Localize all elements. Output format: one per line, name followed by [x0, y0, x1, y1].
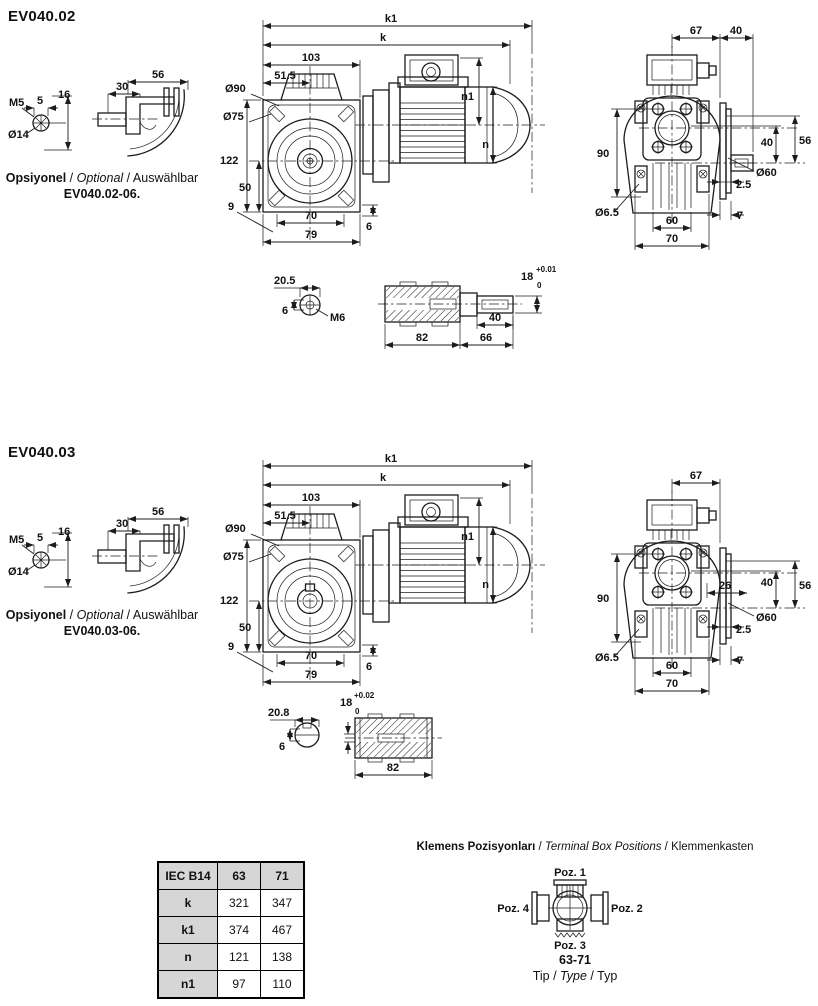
- dim-9: [228, 641, 273, 672]
- dim-7-label: 7: [737, 655, 744, 667]
- dim-18-label: 18: [340, 697, 353, 709]
- dim-60-label: 60: [665, 215, 679, 227]
- dim-103-label: 103: [301, 492, 321, 504]
- poz-4-label: Poz. 4: [497, 903, 529, 915]
- gearbox-front: [263, 74, 360, 212]
- dim-82-label: 82: [415, 332, 429, 344]
- dim-56-label: 56: [799, 580, 812, 592]
- dim-n-label: n: [482, 139, 489, 151]
- dimension-table: [157, 861, 305, 999]
- poz-2-label: Poz. 2: [611, 903, 643, 915]
- dim-k1: [263, 453, 532, 633]
- dim-50-label: 50: [239, 622, 252, 634]
- dim-51-5: [263, 70, 310, 83]
- dim-18-tol-sub: 0: [355, 707, 360, 716]
- dim-dia60-label: Ø60: [756, 167, 777, 179]
- dim-n1: [460, 58, 483, 125]
- dim-n-label: n: [482, 579, 489, 591]
- dim-dia90-label: Ø90: [225, 523, 246, 535]
- table-row: [158, 944, 304, 971]
- dim-122-label: 122: [220, 595, 239, 607]
- motor: [363, 55, 530, 182]
- screw-front-view: [8, 526, 72, 587]
- housing-outline: [624, 46, 805, 223]
- m5-leader: [22, 108, 34, 117]
- terminal-box-heading: Klemens Pozisyonları / Terminal Box Positions / Klemmenkasten: [416, 841, 754, 853]
- dim-40-top: [720, 25, 753, 38]
- dim-67: [672, 25, 753, 152]
- dim-dia90-label: Ø90: [225, 83, 246, 95]
- dim-18-tol-sup: +0.01: [536, 265, 557, 274]
- poz-3-label: Poz. 3: [554, 940, 586, 952]
- dim-30-label: 30: [116, 518, 129, 530]
- optional-caption-model: EV040.03-06.: [63, 623, 141, 638]
- optional-accessory-drawing-2: [8, 506, 208, 604]
- table-header-cell: 63: [218, 862, 261, 890]
- table-cell: 121: [218, 944, 261, 971]
- dim-90: [597, 109, 652, 197]
- dim-k-label: k: [379, 32, 387, 44]
- dim-dia14-label: Ø14: [8, 566, 29, 578]
- dim-9: [228, 201, 273, 232]
- dim-67-label: 67: [689, 470, 703, 482]
- dim-m5-label: M5: [9, 97, 25, 109]
- dim-60: [653, 657, 691, 677]
- dim-26-label: 26: [719, 580, 732, 592]
- gearbox-rear-view-1: [595, 8, 818, 256]
- dim-2-5-label: 2.5: [736, 179, 752, 191]
- dim-90: [597, 554, 652, 642]
- dim-82-label: 82: [386, 762, 400, 774]
- dim-n1-label: n1: [461, 91, 474, 103]
- dim-60-label: 60: [665, 660, 679, 672]
- dim-70-label: 70: [304, 650, 318, 662]
- table-row-label: k1: [158, 917, 218, 944]
- dim-6-label: 6: [366, 221, 373, 233]
- table-header-cell: 71: [261, 862, 305, 890]
- table-row-label: n: [158, 944, 218, 971]
- dim-dia6-5-label: Ø6.5: [595, 207, 619, 219]
- table-cell: 347: [261, 890, 305, 917]
- torque-arm-side-view: [92, 506, 188, 593]
- dim-m5-label: M5: [9, 534, 25, 546]
- dim-79-label: 79: [304, 669, 318, 681]
- dim-n1-label: n1: [461, 531, 474, 543]
- dim-103-label: 103: [301, 52, 321, 64]
- dim-2-5-label: 2.5: [736, 624, 752, 636]
- gearbox-front: [263, 514, 360, 652]
- bore-section-view: [268, 707, 319, 753]
- table-cell: 374: [218, 917, 261, 944]
- dim-k1-label: k1: [384, 453, 398, 465]
- dim-60: [653, 212, 691, 232]
- dim-dia14-label: Ø14: [8, 129, 29, 141]
- optional-caption-2: [2, 608, 202, 639]
- dim-70-label: 70: [665, 233, 679, 245]
- dim-50: [239, 161, 259, 212]
- table-cell: 97: [218, 971, 261, 999]
- dim-40: [477, 312, 513, 329]
- torque-arm-side-view: [92, 69, 188, 156]
- hollow-shaft-detail-2: [250, 690, 510, 790]
- optional-accessory-drawing-1: [8, 69, 208, 167]
- centerlines: [249, 506, 545, 680]
- table-cell: 110: [261, 971, 305, 999]
- dim-18-tol-sup: +0.02: [354, 691, 375, 700]
- dim-51-5: [263, 510, 310, 523]
- dim-40-top-label: 40: [729, 25, 743, 37]
- dim-79-label: 79: [304, 229, 318, 241]
- type-size-range: 63-71: [559, 953, 591, 967]
- screw-front-view: [8, 89, 72, 150]
- dim-18-tol-sub: 0: [537, 281, 542, 290]
- dim-6-label: 6: [366, 661, 373, 673]
- table-row-label: n1: [158, 971, 218, 999]
- dim-5-label: 5: [37, 95, 44, 107]
- table-row: [158, 917, 304, 944]
- housing-outline: [624, 491, 805, 668]
- dim-56-label: 56: [799, 135, 812, 147]
- dim-66: [460, 316, 513, 349]
- dim-40-right-label: 40: [760, 577, 773, 589]
- dim-67-label: 67: [689, 25, 703, 37]
- hollow-shaft-body: [345, 714, 442, 762]
- dim-6: [362, 645, 378, 673]
- dim-n1: [460, 498, 483, 565]
- dim-9-label: 9: [228, 641, 235, 653]
- dim-70-label: 70: [665, 678, 679, 690]
- table-header-row: [158, 862, 304, 890]
- dim-70-label: 70: [304, 210, 318, 222]
- dim-6: [362, 205, 378, 233]
- dim-dia6-5-label: Ø6.5: [595, 652, 619, 664]
- dim-18-label: 18: [521, 271, 534, 283]
- dim-122-label: 122: [220, 155, 239, 167]
- table-row-label: k: [158, 890, 218, 917]
- dim-67: [672, 470, 720, 543]
- centerlines: [249, 66, 545, 240]
- m6-leader: [316, 309, 328, 316]
- dim-6-label: 6: [282, 305, 289, 317]
- dim-66-label: 66: [479, 332, 493, 344]
- dim-40-right: [691, 571, 781, 608]
- dim-50: [239, 601, 259, 652]
- dim-56-label: 56: [152, 69, 165, 81]
- dim-20-8-label: 20.8: [268, 707, 290, 719]
- table-header-cell: IEC B14: [158, 862, 218, 890]
- dim-16-label: 16: [58, 89, 71, 101]
- gearmotor-side-view-1: [215, 8, 560, 256]
- dim-5-label: 5: [37, 532, 44, 544]
- dim-26: [707, 580, 747, 598]
- dim-k-label: k: [379, 472, 387, 484]
- dim-7-label: 7: [737, 210, 744, 222]
- dim-6: [279, 729, 300, 753]
- terminal-cross: [532, 880, 608, 937]
- table-cell: 321: [218, 890, 261, 917]
- poz-1-label: Poz. 1: [554, 867, 586, 879]
- dim-dia75-label: Ø75: [223, 111, 244, 123]
- motor: [363, 495, 530, 622]
- optional-caption-line1: Opsiyonel / Optional / Auswählbar: [5, 171, 199, 185]
- dim-40-right: [691, 126, 781, 163]
- dim-50-label: 50: [239, 182, 252, 194]
- dim-18-tolerance: [515, 265, 557, 313]
- dim-16-label: 16: [58, 526, 71, 538]
- table-row: [158, 890, 304, 917]
- dim-dia60-label: Ø60: [756, 612, 777, 624]
- dim-40-right-label: 40: [760, 137, 773, 149]
- terminal-position-diagram: [495, 858, 655, 958]
- optional-caption-model: EV040.02-06.: [63, 186, 141, 201]
- dim-56-label: 56: [152, 506, 165, 518]
- section1-title: EV040.02: [8, 8, 76, 25]
- gearbox-rear-view-2: [595, 453, 818, 701]
- table-cell: 467: [261, 917, 305, 944]
- table-cell: 138: [261, 944, 305, 971]
- dim-m6-label: M6: [330, 312, 346, 324]
- dim-9-label: 9: [228, 201, 235, 213]
- dim-90-label: 90: [597, 148, 610, 160]
- optional-caption-line1: Opsiyonel / Optional / Auswählbar: [5, 608, 199, 622]
- dim-6-label: 6: [279, 741, 286, 753]
- type-caption: Tip / Type / Typ: [532, 969, 618, 983]
- dim-dia60: [728, 603, 777, 624]
- dim-40-label: 40: [488, 312, 502, 324]
- dim-20-5-label: 20.5: [274, 275, 296, 287]
- table-row: [158, 971, 304, 999]
- output-shaft-detail-1: [250, 250, 560, 355]
- optional-caption-1: [2, 171, 202, 202]
- dim-82: [355, 760, 432, 779]
- bore-section-view: [274, 275, 345, 324]
- m5-leader: [22, 545, 34, 554]
- section2-title: EV040.03: [8, 444, 76, 461]
- dim-k1-label: k1: [384, 13, 398, 25]
- dim-90-label: 90: [597, 593, 610, 605]
- dim-dia75-label: Ø75: [223, 551, 244, 563]
- gearmotor-side-view-2: [215, 448, 560, 696]
- dim-20-5: [274, 275, 320, 297]
- dim-51-5-label: 51.5: [274, 70, 296, 82]
- dim-51-5-label: 51.5: [274, 510, 296, 522]
- dim-30-label: 30: [116, 81, 129, 93]
- dim-k1: [263, 13, 532, 193]
- dim-82: [385, 320, 460, 349]
